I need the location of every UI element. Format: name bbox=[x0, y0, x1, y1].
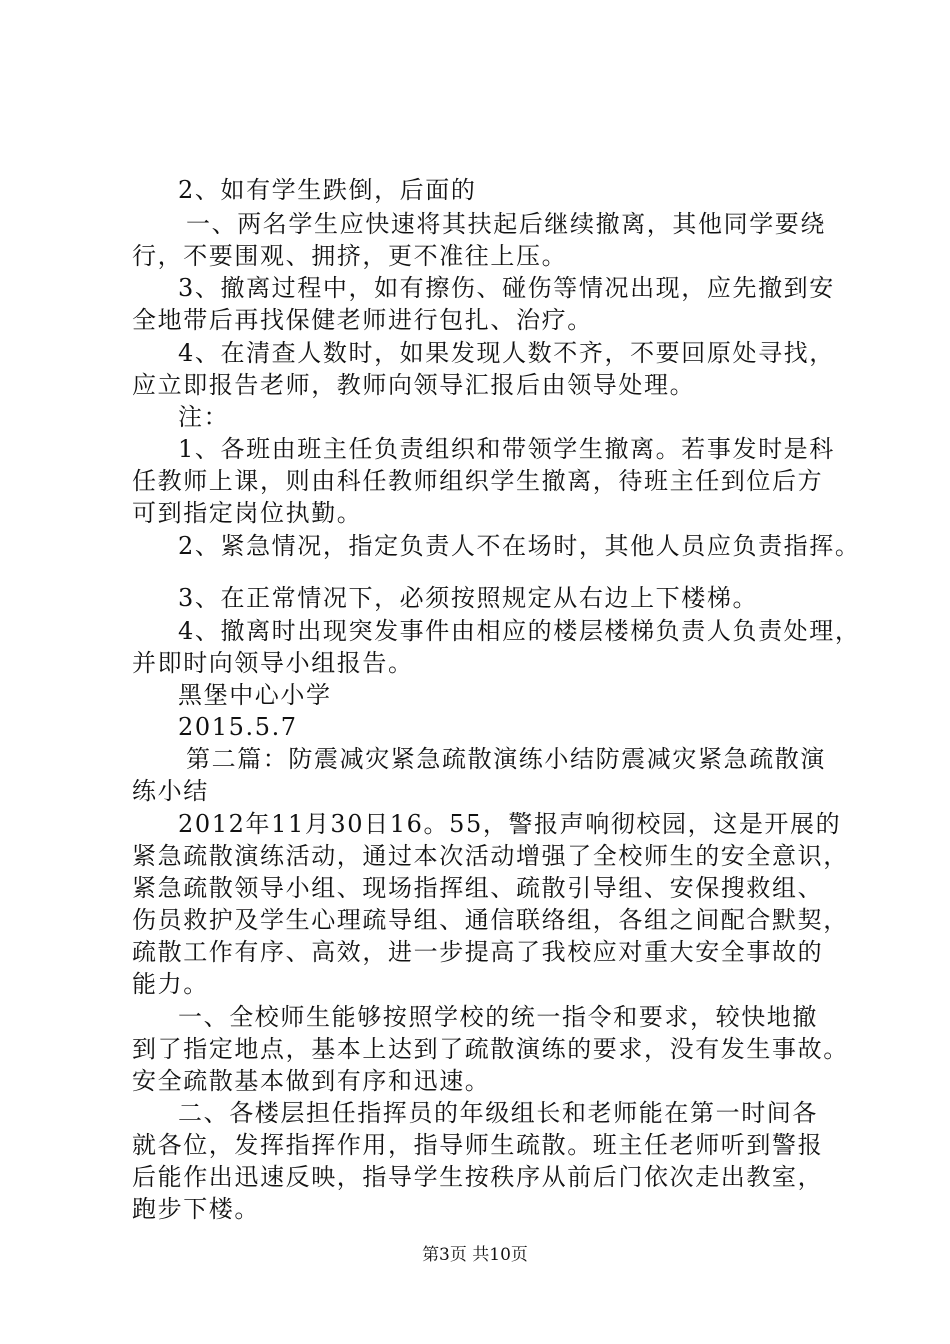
text-line: 紧急疏散演练活动，通过本次活动增强了全校师生的安全意识， bbox=[132, 842, 849, 870]
text-line: 第二篇：防震减灾紧急疏散演练小结防震减灾紧急疏散演 bbox=[186, 745, 826, 773]
text-line: 任教师上课，则由科任教师组织学生撤离，待班主任到位后方 bbox=[132, 467, 824, 495]
text-line: 练小结 bbox=[132, 777, 209, 805]
text-line: 可到指定岗位执勤。 bbox=[132, 499, 363, 527]
text-line: 行，不要围观、拥挤，更不准往上压。 bbox=[132, 242, 568, 270]
text-line: 安全疏散基本做到有序和迅速。 bbox=[132, 1067, 491, 1095]
text-line: 能力。 bbox=[132, 970, 209, 998]
text-line: 应立即报告老师，教师向领导汇报后由领导处理。 bbox=[132, 371, 696, 399]
text-line: 4、撤离时出现突发事件由相应的楼层楼梯负责人负责处理， bbox=[178, 617, 861, 645]
text-line: 一、全校师生能够按照学校的统一指令和要求，较快地撤 bbox=[178, 1003, 818, 1031]
text-line: 二、各楼层担任指挥员的年级组长和老师能在第一时间各 bbox=[178, 1099, 818, 1127]
text-line: 到了指定地点，基本上达到了疏散演练的要求，没有发生事故。 bbox=[132, 1035, 849, 1063]
text-line: 1、各班由班主任负责组织和带领学生撤离。若事发时是科 bbox=[178, 435, 835, 463]
text-line: 后能作出迅速反映，指导学生按秩序从前后门依次走出教室， bbox=[132, 1163, 824, 1191]
text-line: 伤员救护及学生心理疏导组、通信联络组，各组之间配合默契， bbox=[132, 906, 849, 934]
text-line: 黑堡中心小学 bbox=[178, 681, 332, 709]
text-line: 紧急疏散领导小组、现场指挥组、疏散引导组、安保搜救组、 bbox=[132, 874, 824, 902]
text-line: 并即时向领导小组报告。 bbox=[132, 649, 414, 677]
text-line: 4、在清查人数时，如果发现人数不齐，不要回原处寻找， bbox=[178, 339, 835, 367]
text-line: 3、在正常情况下，必须按照规定从右边上下楼梯。 bbox=[178, 584, 759, 612]
text-line: 就各位，发挥指挥作用，指导师生疏散。班主任老师听到警报 bbox=[132, 1131, 824, 1159]
text-line: 全地带后再找保健老师进行包扎、治疗。 bbox=[132, 306, 593, 334]
text-line: 2012年11月30日16。55，警报声响彻校园，这是开展的 bbox=[178, 810, 842, 838]
text-line: 注： bbox=[178, 403, 230, 431]
text-line: 跑步下楼。 bbox=[132, 1195, 260, 1223]
text-line: 疏散工作有序、高效，进一步提高了我校应对重大安全事故的 bbox=[132, 938, 824, 966]
text-line: 2、如有学生跌倒，后面的 bbox=[178, 176, 477, 204]
text-line: 2、紧急情况，指定负责人不在场时，其他人员应负责指挥。 bbox=[178, 532, 861, 560]
page-footer: 第3页 共10页 bbox=[422, 1245, 528, 1265]
text-line: 一、两名学生应快速将其扶起后继续撤离，其他同学要绕 bbox=[186, 210, 826, 238]
text-line: 2015.5.7 bbox=[178, 713, 298, 741]
text-line: 3、撤离过程中，如有擦伤、碰伤等情况出现，应先撤到安 bbox=[178, 274, 835, 302]
